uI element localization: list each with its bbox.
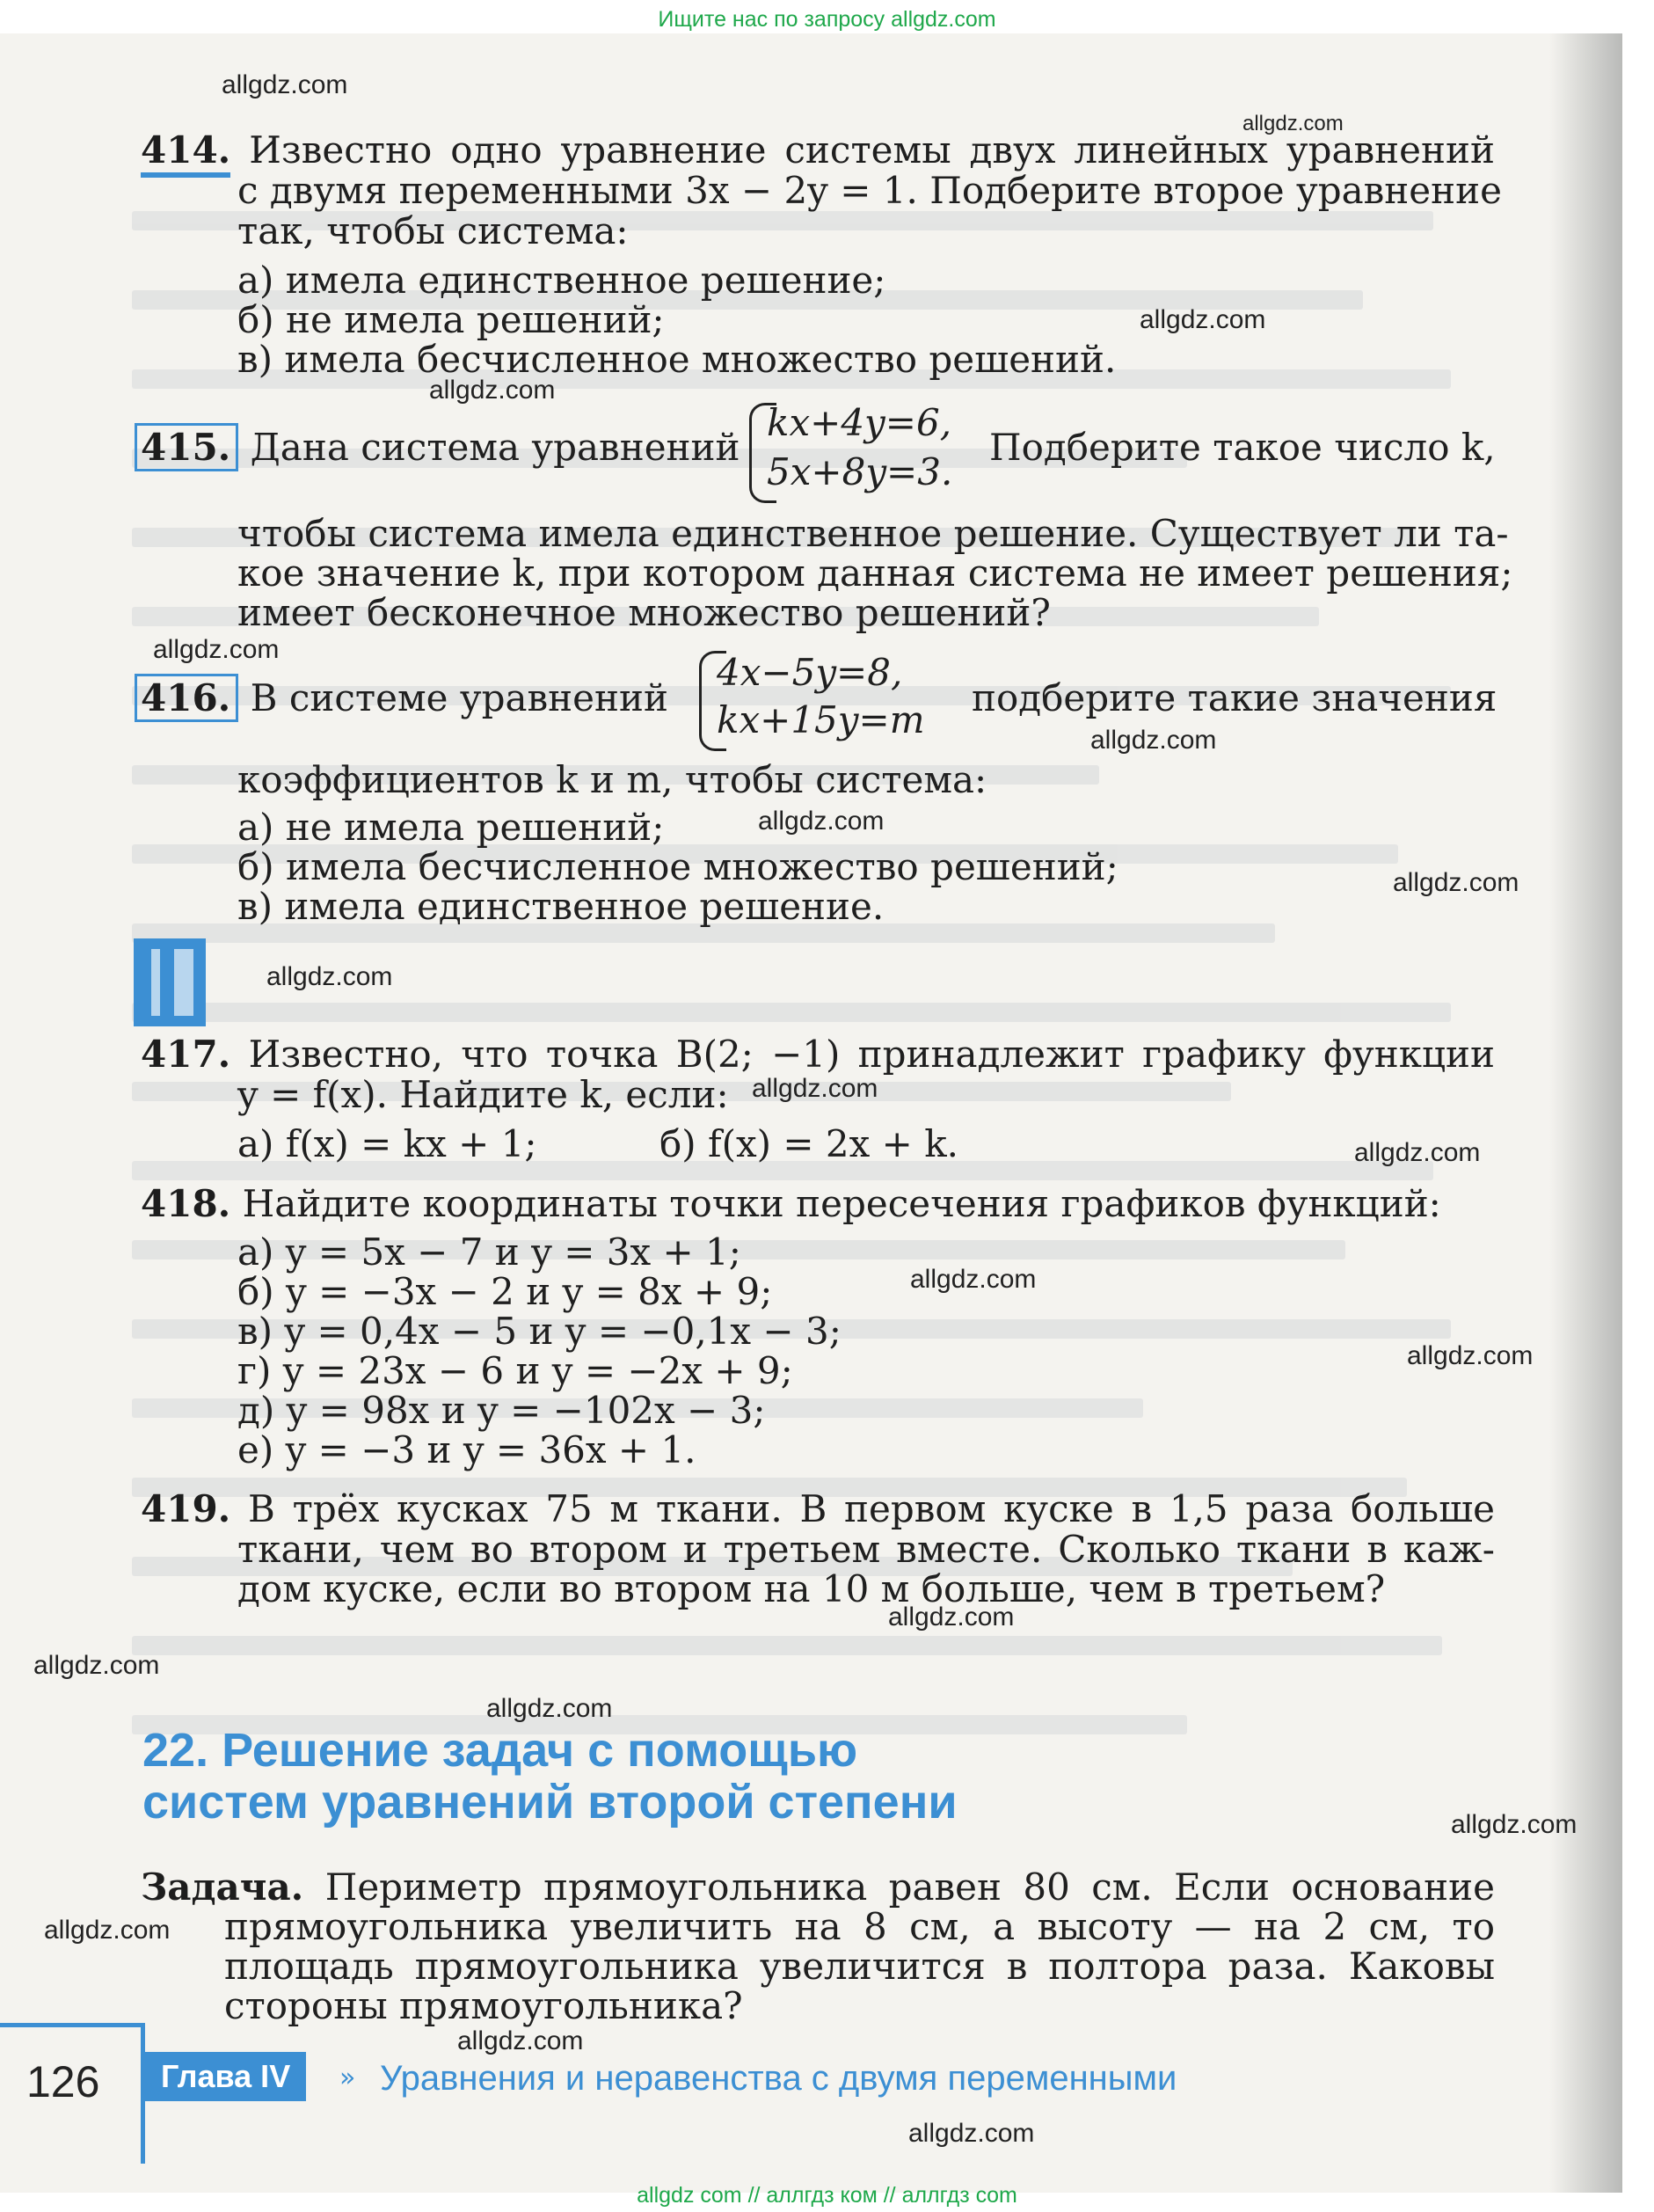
watermark: allgdz.com: [222, 70, 348, 99]
p418-line-1: [141, 1182, 1441, 1225]
p418-item-c: в) y = 0,4x − 5 и y = −0,1x − 3;: [237, 1310, 842, 1353]
task-text-1: Периметр прямоугольника равен 80 см. Если основание: [324, 1865, 1495, 1909]
p416-equation-2: kx+15y=m: [717, 698, 925, 741]
level-marker-icon: [134, 938, 206, 1026]
watermark: allgdz.com: [1140, 305, 1266, 334]
p414-line-2: с двумя переменными 3x − 2y = 1. Подберите второе уравнение: [237, 169, 1502, 212]
p418-number: 418.: [141, 1182, 231, 1225]
watermark: allgdz.com: [752, 1074, 878, 1103]
p418-item-a: а) y = 5x − 7 и y = 3x + 1;: [237, 1230, 741, 1274]
p417-number: 417.: [141, 1033, 231, 1076]
p416-equation-1: 4x−5y=8,: [717, 651, 903, 694]
level-marker-bar: [151, 949, 160, 1016]
p415-equation-2: 5x+8y=3.: [767, 450, 953, 493]
watermark-bottom: allgdz com // аллгдз ком // аллгдз com: [637, 2183, 1017, 2208]
p414-item-a: а) имела единственное решение;: [237, 259, 886, 302]
p418-item-e: д) y = 98x и y = −102x − 3;: [237, 1389, 766, 1432]
p415-number: 415.: [135, 423, 238, 471]
p417-text-1: Известно, что точка B(2; −1) принадлежит графику функции: [248, 1033, 1495, 1076]
p416-intro: В системе уравнений: [250, 676, 668, 719]
task-line-1: [141, 1865, 1495, 1909]
watermark: allgdz.com: [1407, 1341, 1534, 1370]
p416-number: 416.: [135, 674, 238, 722]
p416-item-b: б) имела бесчисленное множество решений;: [237, 845, 1118, 888]
footer-rule: [0, 2023, 145, 2027]
p416-line-2: коэффициентов k и m, чтобы система:: [237, 758, 987, 801]
chapter-badge: Глава IV: [145, 2052, 306, 2101]
p415-line-4: имеет бесконечное множество решений?: [237, 591, 1051, 634]
p414-number: 414.: [141, 128, 230, 178]
p416-item-a: а) не имела решений;: [237, 806, 665, 849]
p414-item-c: в) имела бесчисленное множество решений.: [237, 338, 1117, 381]
page-number: 126: [26, 2057, 100, 2106]
p415-equation-1: kx+4y=6,: [767, 401, 952, 444]
watermark: allgdz.com: [429, 376, 556, 405]
p415-line-2: чтобы система имела единственное решение. Существует ли та-: [237, 512, 1509, 555]
p415-line-3: кое значение k, при котором данная система не имеет решения;: [237, 551, 1513, 595]
chapter-title: Уравнения и неравенства с двумя переменными: [380, 2059, 1177, 2098]
p417-line-2: y = f(x). Найдите k, если:: [237, 1073, 729, 1116]
watermark: allgdz.com: [1354, 1138, 1481, 1167]
p415-line-1: [141, 426, 740, 469]
task-line-3: площадь прямоугольника увеличится в полтора раза. Каковы: [224, 1945, 1495, 1988]
task-label: Задача.: [141, 1865, 304, 1909]
level-marker-bar: [174, 949, 193, 1016]
chapter-arrow-icon: »: [339, 2062, 356, 2093]
p417-item-a: а) f(x) = kx + 1;: [237, 1122, 537, 1165]
watermark-top: Ищите нас по запросу allgdz.com: [658, 7, 996, 32]
p418-text-1: Найдите координаты точки пересечения графиков функций:: [242, 1182, 1441, 1225]
p418-item-b: б) y = −3x − 2 и y = 8x + 9;: [237, 1270, 773, 1313]
watermark: allgdz.com: [457, 2026, 584, 2055]
p416-line-1: [141, 676, 668, 719]
p417-item-b: б) f(x) = 2x + k.: [659, 1122, 959, 1165]
p414-item-b: б) не имела решений;: [237, 298, 665, 341]
p419-text-1: В трёх кусках 75 м ткани. В первом куске в 1,5 раза больше: [248, 1487, 1495, 1530]
watermark: allgdz.com: [153, 635, 280, 664]
watermark: allgdz.com: [33, 1651, 160, 1680]
p415-intro: Дана система уравнений: [250, 426, 740, 469]
p414-text-1: Известно одно уравнение системы двух линейных уравнений: [249, 128, 1495, 172]
p415-after-system: Подберите такое число k,: [989, 426, 1496, 469]
watermark: allgdz.com: [1090, 726, 1217, 755]
watermark: allgdz.com: [266, 962, 393, 991]
p419-line-1: [141, 1487, 1495, 1530]
p418-item-f: е) y = −3 и y = 36x + 1.: [237, 1428, 696, 1471]
p419-line-2: ткани, чем во втором и третьем вместе. Сколько ткани в каж-: [237, 1528, 1495, 1571]
p416-item-c: в) имела единственное решение.: [237, 885, 885, 928]
p418-item-d: г) y = 23x − 6 и y = −2x + 9;: [237, 1349, 793, 1392]
watermark: allgdz.com: [888, 1602, 1015, 1632]
section-title-line-1: 22. Решение задач с помощью: [142, 1724, 858, 1777]
watermark: allgdz.com: [910, 1265, 1037, 1294]
watermark: allgdz.com: [1242, 112, 1344, 135]
p419-number: 419.: [141, 1487, 231, 1530]
watermark: allgdz.com: [1451, 1810, 1577, 1839]
p416-after-system: подберите такие значения: [972, 676, 1497, 719]
p419-line-3: дом куске, если во втором на 10 м больше, чем в третьем?: [237, 1567, 1386, 1610]
watermark: allgdz.com: [758, 807, 885, 836]
watermark: allgdz.com: [908, 2119, 1035, 2148]
p414-line-1: [141, 128, 1495, 172]
p417-line-1: [141, 1033, 1495, 1076]
task-line-4: стороны прямоугольника?: [224, 1984, 743, 2027]
task-line-2: прямоугольника увеличить на 8 см, а высоту — на 2 см, то: [224, 1905, 1495, 1948]
watermark: allgdz.com: [486, 1694, 613, 1723]
section-title-line-2: систем уравнений второй степени: [142, 1776, 958, 1829]
p414-line-3: так, чтобы система:: [237, 209, 629, 252]
watermark: allgdz.com: [44, 1916, 171, 1945]
page-spine-shadow: [1549, 33, 1622, 2193]
watermark: allgdz.com: [1393, 868, 1519, 897]
